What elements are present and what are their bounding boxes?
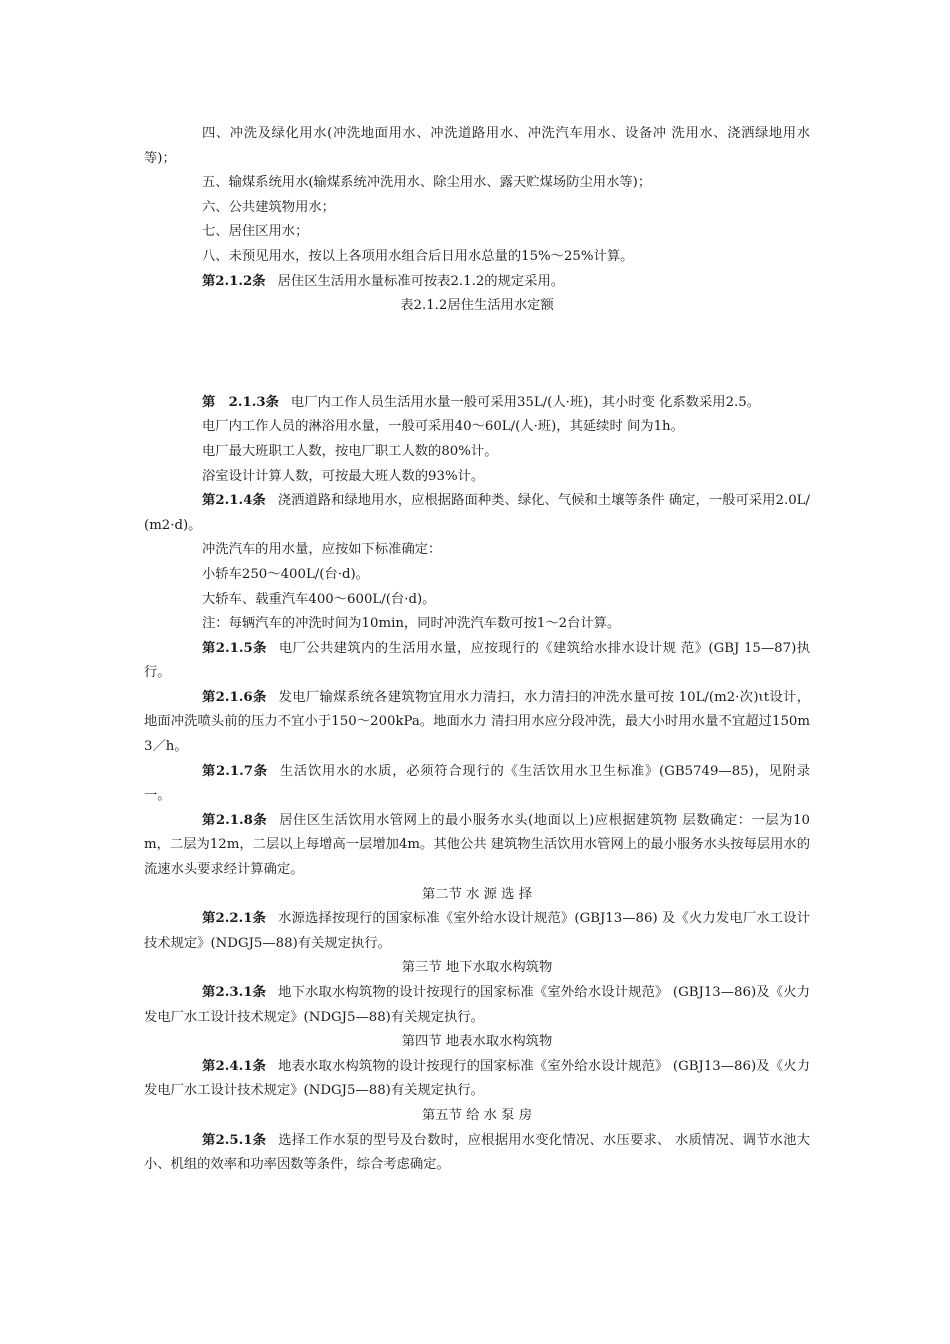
table-caption: 表2.1.2居住生活用水定额 — [400, 298, 554, 314]
paragraph-text: 地下水取水构筑物的设计按现行的国家标准《室外给水设计规范》 (GBJ13—86)及《火力发电厂水工设计技术规定》(NDGJ5—88)有关规定执行。 — [144, 985, 810, 1025]
article-paragraph — [144, 760, 810, 809]
paragraph-text: 发电厂输煤系统各建筑物宜用水力清扫，水力清扫的冲洗水量可按 10L/(m2·次)ɩt设计，地面冲洗喷头前的压力不宜小于150～200kPa。地面水力 清扫用水应分段冲洗，最大小时用水量不宜超过150m3／h。 — [144, 689, 811, 755]
paragraph-text: 冲洗汽车的用水量，应按如下标准确定： — [202, 542, 442, 558]
table-placeholder-gap — [144, 319, 810, 391]
section-heading: 第五节 给 水 泵 房 — [422, 1107, 532, 1123]
article-paragraph — [144, 637, 810, 686]
section-heading: 第四节 地表水取水构筑物 — [401, 1034, 553, 1050]
section-heading: 第三节 地下水取水构筑物 — [401, 960, 553, 976]
article-paragraph — [144, 981, 810, 1030]
paragraph — [144, 588, 810, 613]
paragraph-text: 电厂内工作人员的淋浴用水量，一般可采用40～60L/(人·班)，其延续时 间为1h。 — [202, 419, 684, 435]
paragraph-text: 水源选择按现行的国家标准《室外给水设计规范》(GBJ13—86) 及《火力发电厂水工设计技术规定》(NDGJ5—88)有关规定执行。 — [144, 911, 810, 951]
article-paragraph — [144, 809, 810, 883]
section-heading: 第二节 水 源 选 择 — [422, 886, 532, 902]
paragraph-text: 居住区生活饮用水管网上的最小服务水头(地面以上)应根据建筑物 层数确定：一层为10m，二层为12m，二层以上每增高一层增加4m。其他公共 建筑物生活饮用水管网上的最小服务水头按每层用水的流速水头要求经计算确定。 — [144, 812, 810, 878]
article-number: 第 2.1.3条 — [202, 394, 279, 410]
article-number: 第2.4.1条 — [202, 1058, 267, 1074]
paragraph-text: 居住区生活用水量标准可按表2.1.2的规定采用。 — [277, 273, 565, 289]
paragraph — [144, 171, 810, 196]
paragraph — [144, 220, 810, 245]
article-number: 第2.1.7条 — [202, 763, 268, 779]
paragraph-text: 小轿车250～400L/(台·d)。 — [202, 566, 369, 582]
paragraph-text: 大轿车、载重汽车400～600L/(台·d)。 — [202, 591, 436, 607]
article-number: 第2.1.5条 — [202, 640, 267, 656]
paragraph-text: 四、冲洗及绿化用水(冲洗地面用水、冲洗道路用水、冲洗汽车用水、设备冲 洗用水、浇洒绿地用水等)； — [144, 126, 810, 166]
article-number: 第2.5.1条 — [202, 1132, 267, 1148]
article-number: 第2.2.1条 — [202, 911, 267, 927]
paragraph-text: 注：每辆汽车的冲洗时间为10min，同时冲洗汽车数可按1～2台计算。 — [202, 616, 621, 632]
article-number: 第2.3.1条 — [202, 985, 267, 1000]
paragraph-text: 浇洒道路和绿地用水，应根据路面种类、绿化、气候和土壤等条件 确定，一般可采用2.0L/(m2·d)。 — [144, 493, 810, 533]
article-paragraph — [144, 686, 810, 760]
paragraph — [144, 563, 810, 588]
article-paragraph — [144, 489, 810, 538]
paragraph — [144, 196, 810, 221]
paragraph-text: 六、公共建筑物用水； — [202, 199, 335, 215]
paragraph — [144, 440, 810, 465]
paragraph-text: 电厂内工作人员生活用水量一般可采用35L/(人·班)，其小时变 化系数采用2.5。 — [290, 394, 761, 410]
article-paragraph — [144, 1129, 810, 1178]
paragraph-text: 选择工作水泵的型号及台数时，应根据用水变化情况、水压要求、 水质情况、调节水池大小、机组的效率和功率因数等条件，综合考虑确定。 — [144, 1132, 810, 1173]
paragraph — [144, 245, 810, 270]
paragraph-text: 八、未预见用水，按以上各项用水组合后日用水总量的15%～25%计算。 — [202, 248, 634, 264]
article-number: 第2.1.6条 — [202, 689, 267, 705]
paragraph-text: 电厂公共建筑内的生活用水量，应按现行的《建筑给水排水设计规 范》(GBJ 15—87)执行。 — [144, 640, 810, 681]
article-number: 第2.1.8条 — [202, 812, 268, 828]
article-paragraph — [144, 907, 810, 956]
paragraph-text: 五、输煤系统用水(输煤系统冲洗用水、除尘用水、露天贮煤场防尘用水等)； — [202, 175, 652, 191]
article-number: 第2.1.2条 — [202, 273, 266, 289]
paragraph-text: 浴室设计计算人数，可按最大班人数的93%计。 — [202, 468, 485, 484]
paragraph — [144, 122, 810, 171]
article-paragraph — [144, 270, 810, 295]
article-paragraph — [144, 1055, 810, 1104]
paragraph — [144, 415, 810, 440]
article-number: 第2.1.4条 — [202, 493, 266, 509]
paragraph-text: 七、居住区用水； — [202, 224, 309, 240]
paragraph-text: 电厂最大班职工人数，按电厂职工人数的80%计。 — [202, 443, 498, 459]
document-page — [144, 122, 810, 1178]
paragraph — [144, 538, 810, 563]
paragraph-text: 地表水取水构筑物的设计按现行的国家标准《室外给水设计规范》 (GBJ13—86)及《火力发电厂水工设计技术规定》(NDGJ5—88)有关规定执行。 — [144, 1058, 810, 1099]
paragraph — [144, 612, 810, 637]
paragraph-text: 生活饮用水的水质，必须符合现行的《生活饮用水卫生标准》(GB5749—85)，见附录一。 — [144, 763, 811, 804]
article-paragraph — [144, 391, 810, 416]
paragraph — [144, 465, 810, 490]
